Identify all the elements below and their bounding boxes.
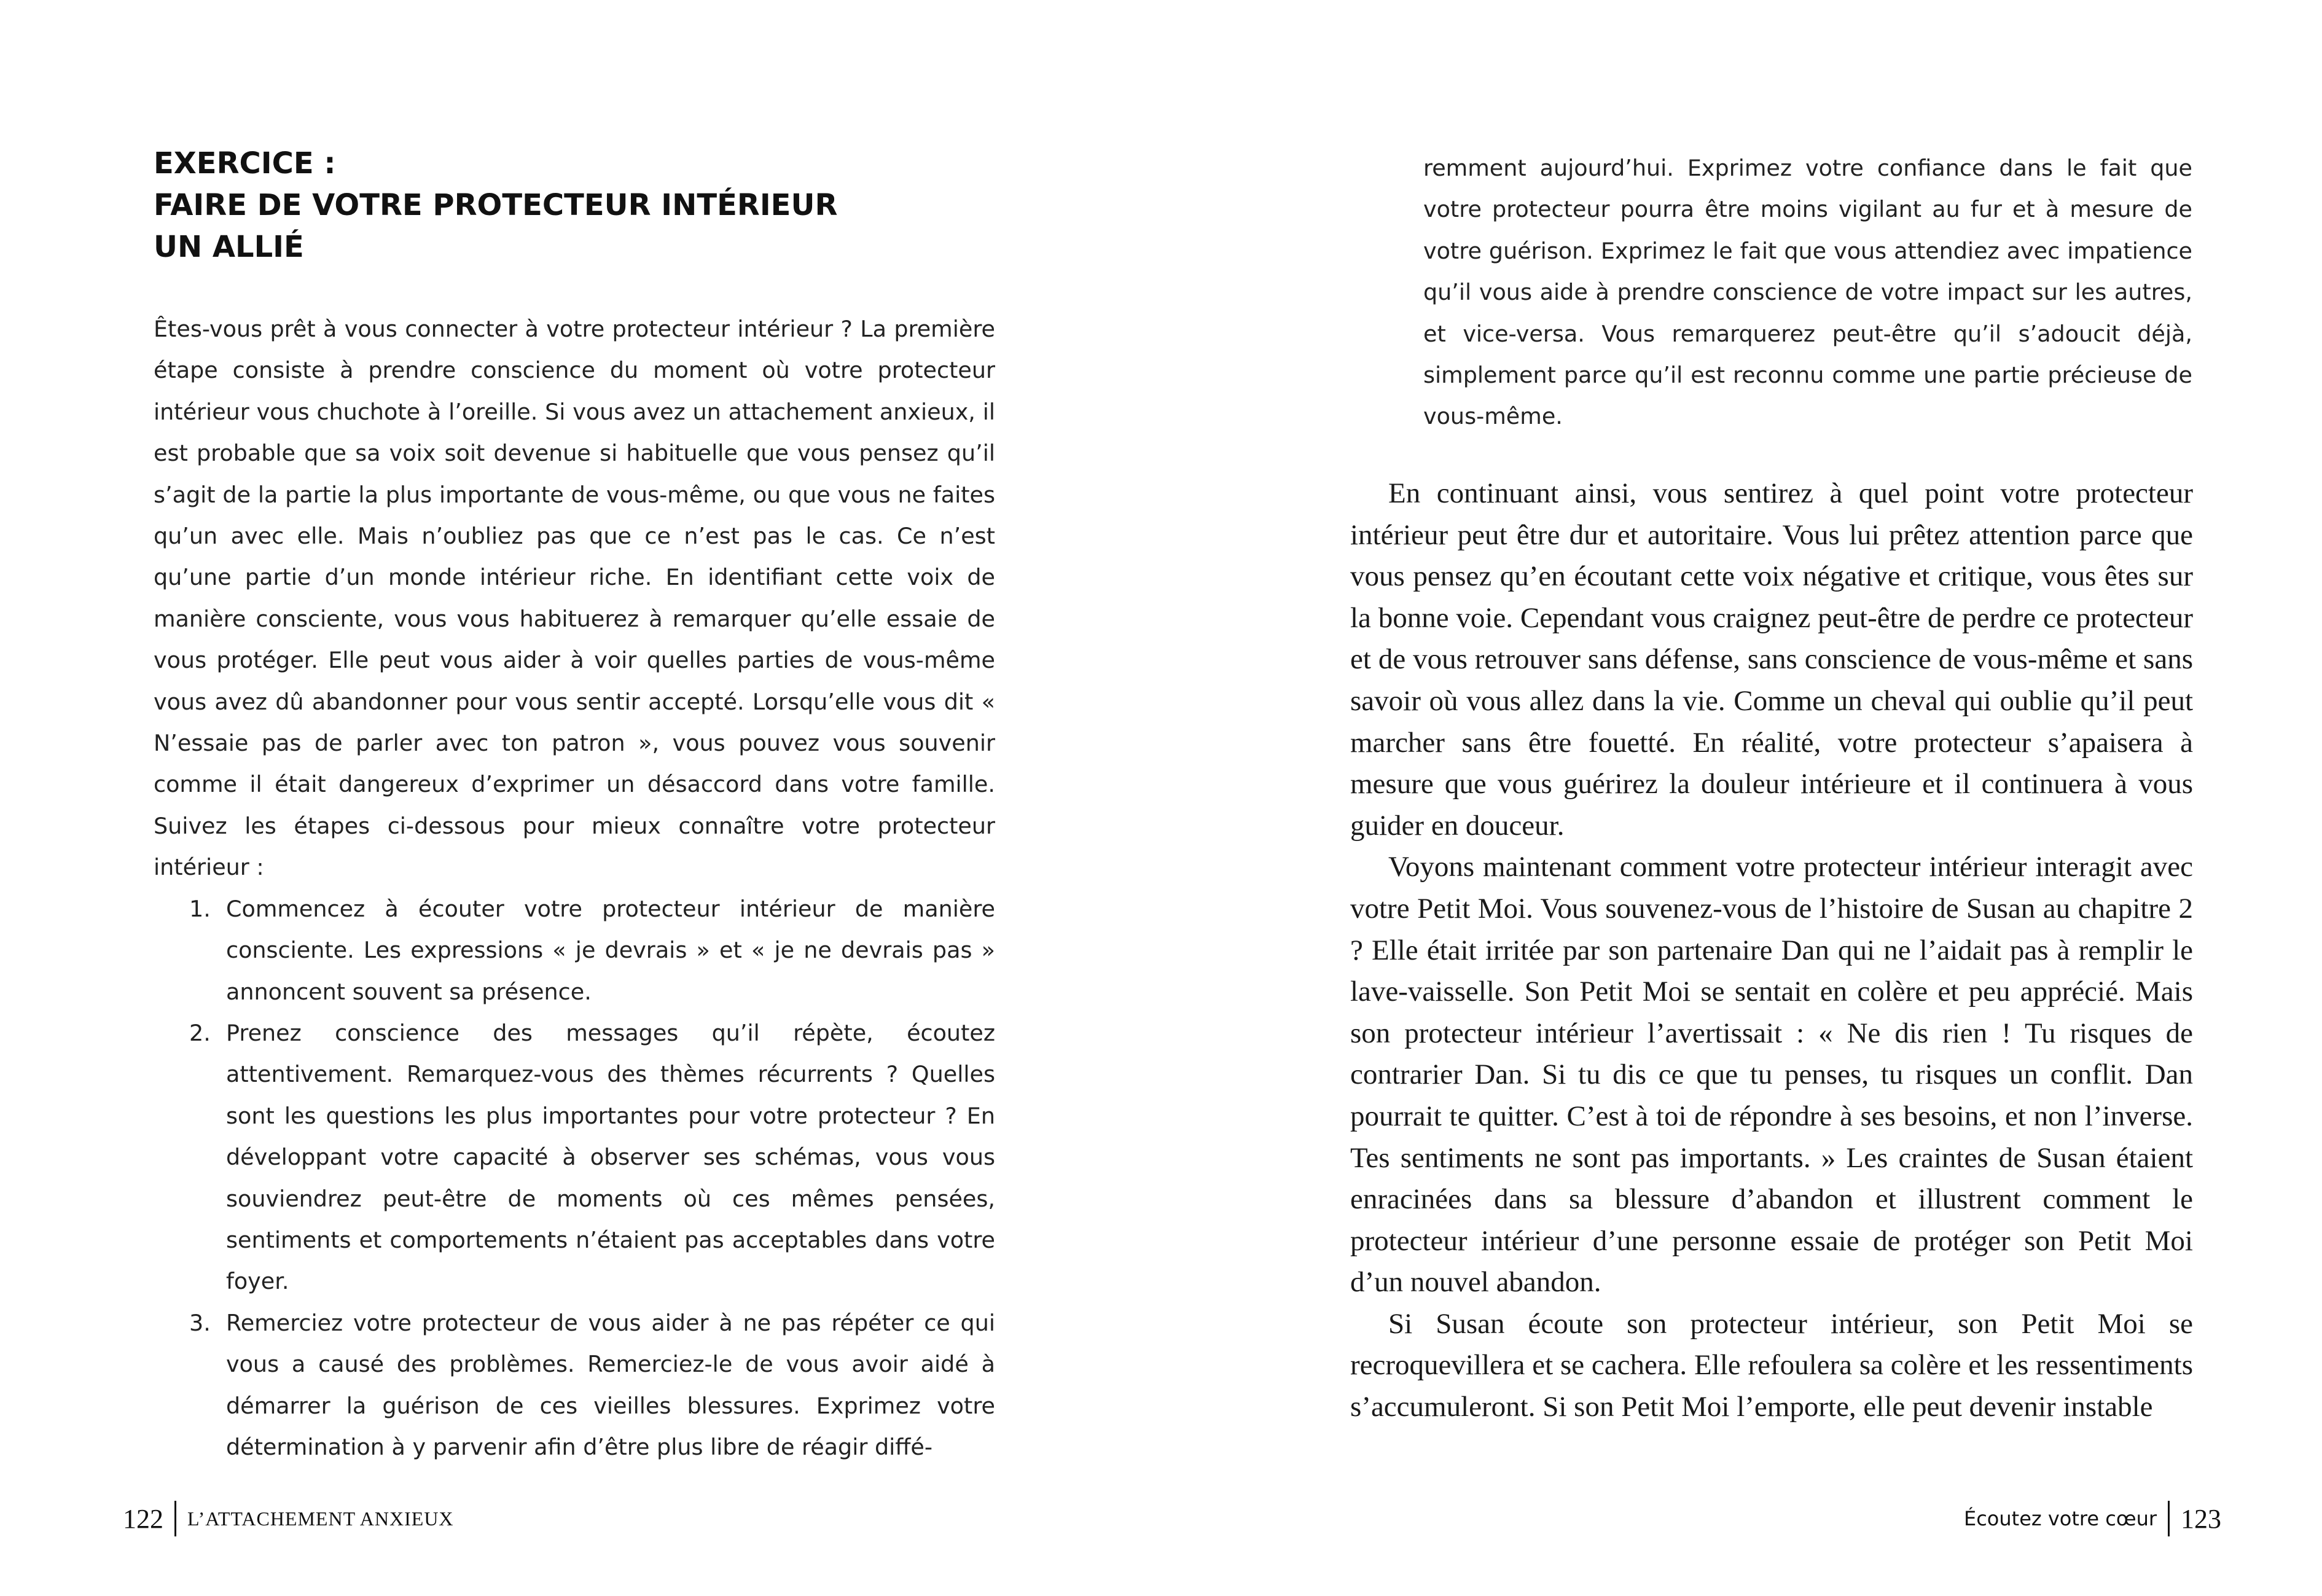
body-paragraph: En continuant ainsi, vous sentirez à quel point votre protecteur intérieur peut être dur et autoritaire. Vous lui prêtez attention parce que vous pensez qu’en écoutant cette voix négative et critique, vous êtes sur la bonne voie. Cependant vous craignez peut-être de perdre ce protecteur et de vous retrouver sans défense, sans conscience de vous-même et sans savoir où vous allez dans la vie. Comme un cheval qui oublie qu’il peut marcher sans être fouetté. En réalité, votre protecteur s’apaisera à mesure que vous guérirez la douleur intérieure et il continuera à vous guider en douceur. bbox=[1350, 477, 2193, 842]
right-footer bbox=[1964, 1500, 2221, 1537]
step-number: 1. bbox=[189, 895, 211, 922]
step-number: 3. bbox=[189, 1309, 211, 1336]
intro-paragraph: Êtes-vous prêt à vous connecter à votre protecteur intérieur ? La première étape consiste à prendre conscience du moment où votre protecteur intérieur vous chuchote à l’oreille. Si vous avez un attachement anxieux, il est probable que sa voix soit devenue si habituelle que vous pensez qu’il s’agit de la partie la plus importante de vous-même, ou que vous ne faites qu’un avec elle. Mais n’oubliez pas que ce n’est pas le cas. Ce n’est qu’une partie d’un monde intérieur riche. En identifiant cette voix de manière consciente, vous vous habituerez à remarquer qu’elle essaie de vous protéger. Elle peut vous aider à voir quelles parties de vous-même vous avez dû abandonner pour vous sentir accepté. Lorsqu’elle vous dit « N’essaie pas de parler avec ton patron », vous pouvez vous souvenir comme il était dangereux d’exprimer un désaccord dans votre famille. Suivez les étapes ci-dessous pour mieux connaître votre protecteur intérieur : bbox=[154, 316, 995, 881]
body-paragraph: Voyons maintenant comment votre protecteur intérieur interagit avec votre Petit Moi. Vous souvenez-vous de l’histoire de Susan au chapitre 2 ? Elle était irritée par son partenaire Dan qui ne l’aidait pas à remplir le lave-vaisselle. Son Petit Moi se sentait en colère et peu apprécié. Mais son protecteur intérieur l’avertissait : « Ne dis rien ! Tu risques de contrarier Dan. Si tu dis ce que tu penses, tu risques un conflit. Dan pourrait te quitter. C’est à toi de répondre à ses besoins, et non l’inverse. Tes sentiments ne sont pas importants. » Les craintes de Susan étaient enracinées dans sa blessure d’abandon et illustrent comment le protecteur intérieur d’une personne essaie de protéger son Petit Moi d’un nouvel abandon. bbox=[1350, 851, 2193, 1299]
step-text: Commencez à écouter votre protecteur intérieur de manière consciente. Les expressions « je devrais » et « je ne devrais pas » annoncent souvent sa présence. bbox=[226, 895, 995, 1005]
exercise-title bbox=[154, 143, 952, 268]
running-head-right: Écoutez votre cœur bbox=[1963, 1507, 2157, 1530]
step-item bbox=[154, 1012, 995, 1302]
exercise-title-line: EXERCICE : bbox=[154, 146, 336, 181]
step-text: Remerciez votre protecteur de vous aider à ne pas répéter ce qui vous a causé des problèmes. Remerciez-le de vous avoir aidé à démarrer la guérison de ces vieilles blessures. Exprimez votre détermination à y parvenir afin d’être plus libre de réagir diffé- bbox=[226, 1309, 995, 1460]
running-head-left: L’ATTACHEMENT ANXIEUX bbox=[187, 1507, 454, 1530]
step-continuation: remment aujourd’hui. Exprimez votre confiance dans le fait que votre protecteur pourra être moins vigilant au fur et à mesure de votre guérison. Exprimez le fait que vous attendiez avec impatience qu’il vous aide à prendre conscience de votre impact sur les autres, et vice-versa. Vous remarquerez peut-être qu’il s’adoucit déjà, simplement parce qu’il est reconnu comme une partie précieuse de vous-même. bbox=[1423, 155, 2192, 430]
exercise-steps bbox=[154, 888, 995, 1468]
step-number: 2. bbox=[189, 1019, 211, 1046]
step-text: Prenez conscience des messages qu’il répète, écoutez attentivement. Remarquez-vous des thèmes récurrents ? Quelles sont les questions les plus importantes pour votre protecteur ? En développant votre capacité à observer ses schémas, vous vous souviendrez peut-être de moments où ces mêmes pensées, sentiments et comportements n’étaient pas acceptables dans votre foyer. bbox=[226, 1019, 995, 1295]
body-paragraph: Si Susan écoute son protecteur intérieur, son Petit Moi se recroquevillera et se cachera. Elle refoulera sa colère et les ressentiments s’accumuleront. Si son Petit Moi l’emporte, elle peut devenir instable bbox=[1350, 1307, 2193, 1423]
exercise-title-line: FAIRE DE VOTRE PROTECTEUR INTÉRIEUR bbox=[154, 188, 838, 222]
body-text bbox=[1350, 473, 2193, 1428]
footer-divider bbox=[2168, 1501, 2170, 1536]
left-footer bbox=[123, 1500, 454, 1537]
step-item bbox=[154, 888, 995, 1012]
step-item bbox=[154, 1302, 995, 1468]
footer-divider bbox=[174, 1501, 176, 1536]
page-number-right: 123 bbox=[2181, 1503, 2221, 1534]
exercise-title-line: UN ALLIÉ bbox=[154, 230, 304, 264]
exercise-body bbox=[154, 308, 995, 1468]
page-number-left: 122 bbox=[123, 1503, 163, 1534]
